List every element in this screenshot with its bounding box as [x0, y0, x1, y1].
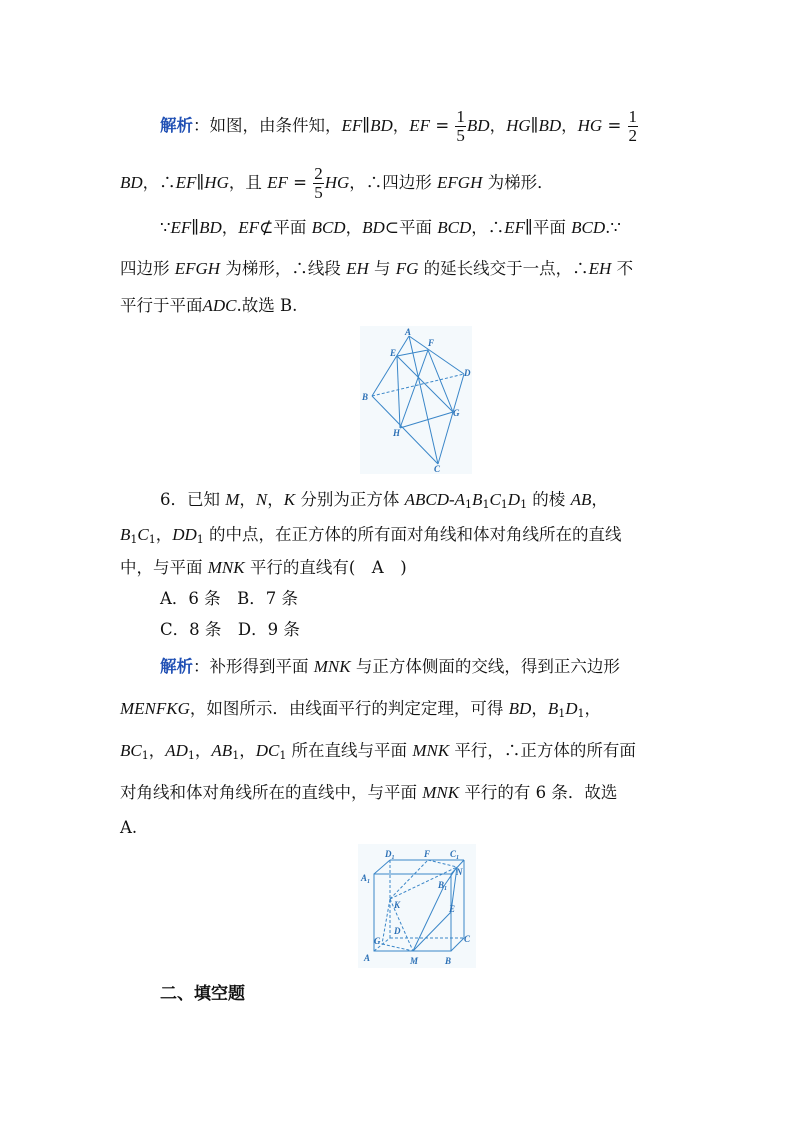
label-b: B — [445, 956, 452, 966]
label-a: A — [364, 953, 371, 963]
solution-label: 解析 — [160, 116, 193, 135]
solution-1-line-2: BD，∴EF∥HG，且 EF = $\frac{2}{5}$ HG，∴四边形 EFGH 为梯形． — [120, 164, 554, 202]
solution-2-line-2: MENFKG，如图所示．由线面平行的判定定理，可得 BD，$B_1D_1$， — [120, 699, 601, 720]
label-a1: $A_1$ — [361, 873, 371, 885]
label-e: E — [390, 348, 397, 358]
label-b: B — [362, 392, 369, 402]
solution-2-line-3: $BC_1$，$AD_1$，$AB_1$，$DC_1$ 所在直线与平面 MNK 平行，∴正方体的所有面 — [120, 741, 636, 762]
solution-1-line-5: 平行于平面ADC.故选 B. — [120, 296, 298, 315]
solution-2-line-5: A. — [120, 818, 138, 837]
label-a: A — [405, 327, 412, 337]
label-f: F — [428, 338, 435, 348]
label-m: M — [410, 956, 419, 966]
fraction: $\frac{2}{5}$ — [314, 164, 323, 202]
question-6-line-1: 6．已知 M，N，K 分别为正方体 ABCD-$A_1B_1C_1D_1$ 的棱 AB， — [160, 490, 608, 511]
label-c: C — [434, 464, 441, 474]
question-6-line-3: 中，与平面 MNK 平行的直线有( A ) — [120, 558, 407, 577]
label-n: N — [456, 867, 463, 877]
label-e: E — [449, 904, 456, 914]
label-d: D — [394, 926, 401, 936]
solution-2-line-4: 对角线和体对角线所在的直线中，与平面 MNK 平行的有 6 条．故选 — [120, 783, 618, 802]
tetrahedron-figure — [360, 326, 472, 474]
solution-1-line-1: 解析：如图，由条件知，EF∥BD，EF = $\frac{1}{5}$ BD，HG∥BD，HG = $\frac{1}{2}$ — [160, 107, 638, 145]
label-g: G — [374, 936, 381, 946]
label-c: C — [464, 934, 471, 944]
solution-1-line-4: 四边形 EFGH 为梯形，∴线段 EH 与 FG 的延长线交于一点，∴EH 不 — [120, 259, 634, 278]
label-d1: $D_1$ — [385, 849, 395, 861]
question-6-options-2: C．8 条 D．9 条 — [160, 620, 300, 639]
solution-label: 解析 — [160, 657, 193, 676]
label-h: H — [393, 428, 401, 438]
label-g: G — [453, 408, 460, 418]
fraction: $\frac{1}{5}$ — [456, 107, 465, 145]
question-6-options-1: A．6 条 B．7 条 — [160, 589, 299, 608]
label-c1: $C_1$ — [450, 849, 460, 861]
section-heading: 二、填空题 — [160, 984, 245, 1004]
solution-2-line-1: 解析：补形得到平面 MNK 与正方体侧面的交线，得到正六边形 — [160, 657, 620, 676]
cube-figure — [358, 844, 476, 968]
fraction: $\frac{1}{2}$ — [628, 107, 638, 145]
label-d: D — [464, 368, 471, 378]
label-f: F — [424, 849, 431, 859]
label-k: K — [394, 900, 401, 910]
solution-1-line-3: ∵EF∥BD，EF⊄平面 BCD，BD⊂平面 BCD，∴EF∥平面 BCD.∵ — [160, 218, 621, 237]
question-6-line-2: $B_1C_1$，$DD_1$ 的中点，在正方体的所有面对角线和体对角线所在的直线 — [120, 525, 622, 546]
label-b1: $B_1$ — [438, 880, 448, 892]
